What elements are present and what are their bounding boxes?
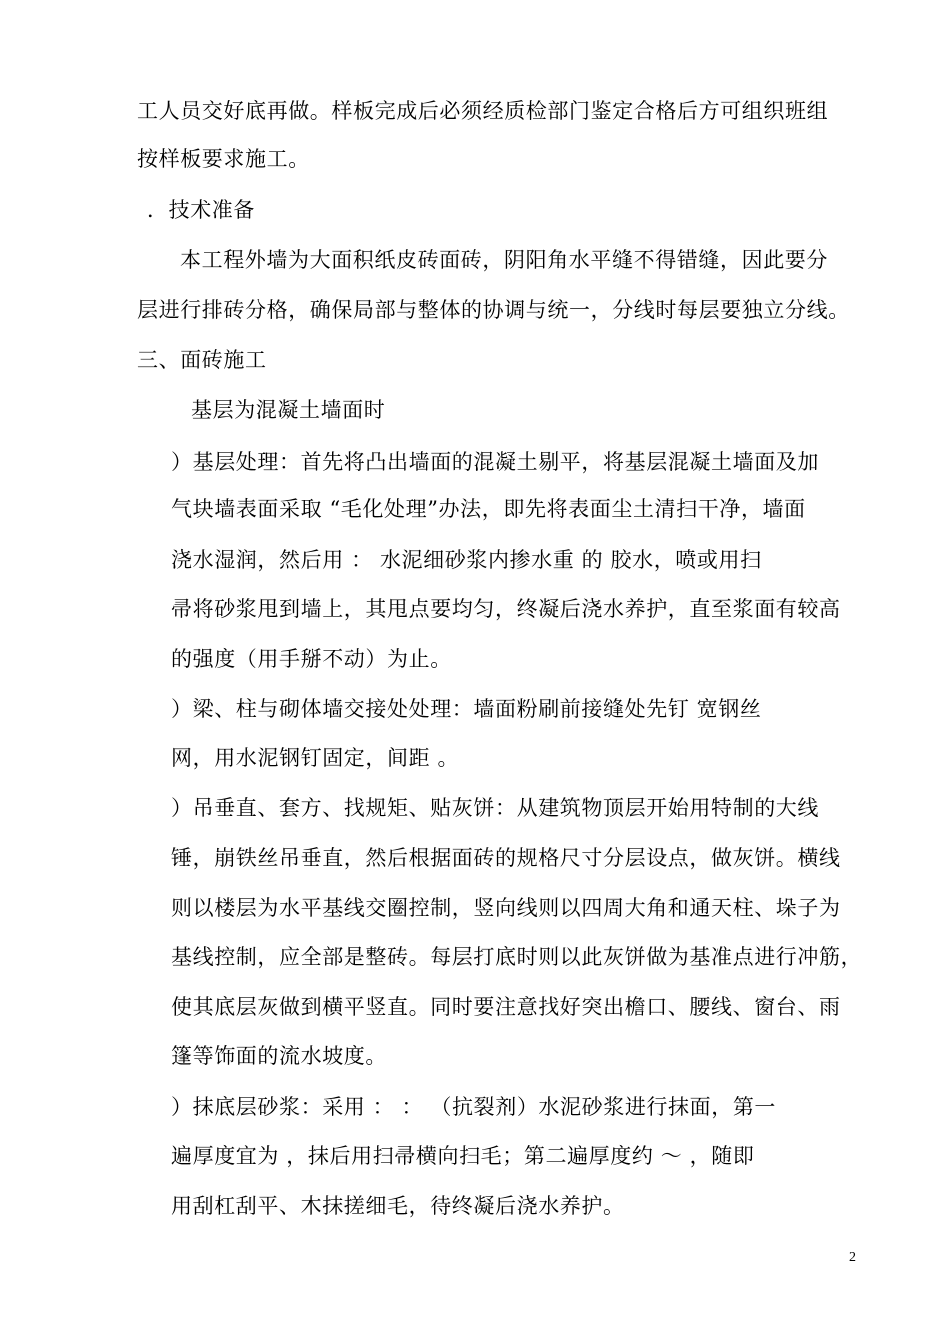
text-line: 遍厚度宜为 ，抹后用扫帚横向扫毛；第二遍厚度约 ～ ，随即 <box>171 1144 755 1168</box>
text-line: 使其底层灰做到横平竖直。同时要注意找好突出檐口、腰线、窗台、雨 <box>171 995 841 1019</box>
text-line: 篷等饰面的流水坡度。 <box>171 1044 387 1068</box>
text-line: 基线控制，应全部是整砖。每层打底时则以此灰饼做为基准点进行冲筋， <box>171 945 863 969</box>
text-line: 本工程外墙为大面积纸皮砖面砖，阴阳角水平缝不得错缝，因此要分 <box>180 248 828 272</box>
text-line: 按样板要求施工。 <box>137 147 310 171</box>
text-line: 的强度（用手掰不动）为止。 <box>171 647 452 671</box>
text-line: ）梁、柱与砌体墙交接处处理：墙面粉刷前接缝处先钉 宽钢丝 <box>171 697 762 721</box>
text-line: 工人员交好底再做。样板完成后必须经质检部门鉴定合格后方可组织班组 <box>137 99 829 123</box>
text-line: ）基层处理：首先将凸出墙面的混凝土剔平，将基层混凝土墙面及加 <box>171 450 819 474</box>
text-line: 网，用水泥钢钉固定，间距 。 <box>171 746 460 770</box>
text-line: 浇水湿润，然后用 ： 水泥细砂浆内掺水重 的 胶水，喷或用扫 <box>171 548 762 572</box>
text-line: ）吊垂直、套方、找规矩、贴灰饼：从建筑物顶层开始用特制的大线 <box>171 796 819 820</box>
text-line: ）抹底层砂浆：采用 ： ： （抗裂剂）水泥砂浆进行抹面，第一 <box>171 1095 777 1119</box>
text-line: 则以楼层为水平基线交圈控制，竖向线则以四周大角和通天柱、垛子为 <box>171 896 841 920</box>
text-line: 锤，崩铁丝吊垂直，然后根据面砖的规格尺寸分层设点，做灰饼。横线 <box>171 846 841 870</box>
text-line: 用刮杠刮平、木抹搓细毛，待终凝后浇水养护。 <box>171 1194 625 1218</box>
page-number: 2 <box>849 1250 856 1265</box>
section-heading: 三、面砖施工 <box>137 348 267 372</box>
text-line: 帚将砂浆甩到墙上，其甩点要均匀，终凝后浇水养护，直至浆面有较高 <box>171 597 841 621</box>
text-line: 层进行排砖分格，确保局部与整体的协调与统一，分线时每层要独立分线。 <box>137 298 850 322</box>
subsection-heading: 基层为混凝土墙面时 <box>191 398 386 422</box>
section-heading: ．技术准备 <box>147 198 255 222</box>
text-line: 气块墙表面采取 “毛化处理”办法，即先将表面尘土清扫干净，墙面 <box>171 497 806 521</box>
